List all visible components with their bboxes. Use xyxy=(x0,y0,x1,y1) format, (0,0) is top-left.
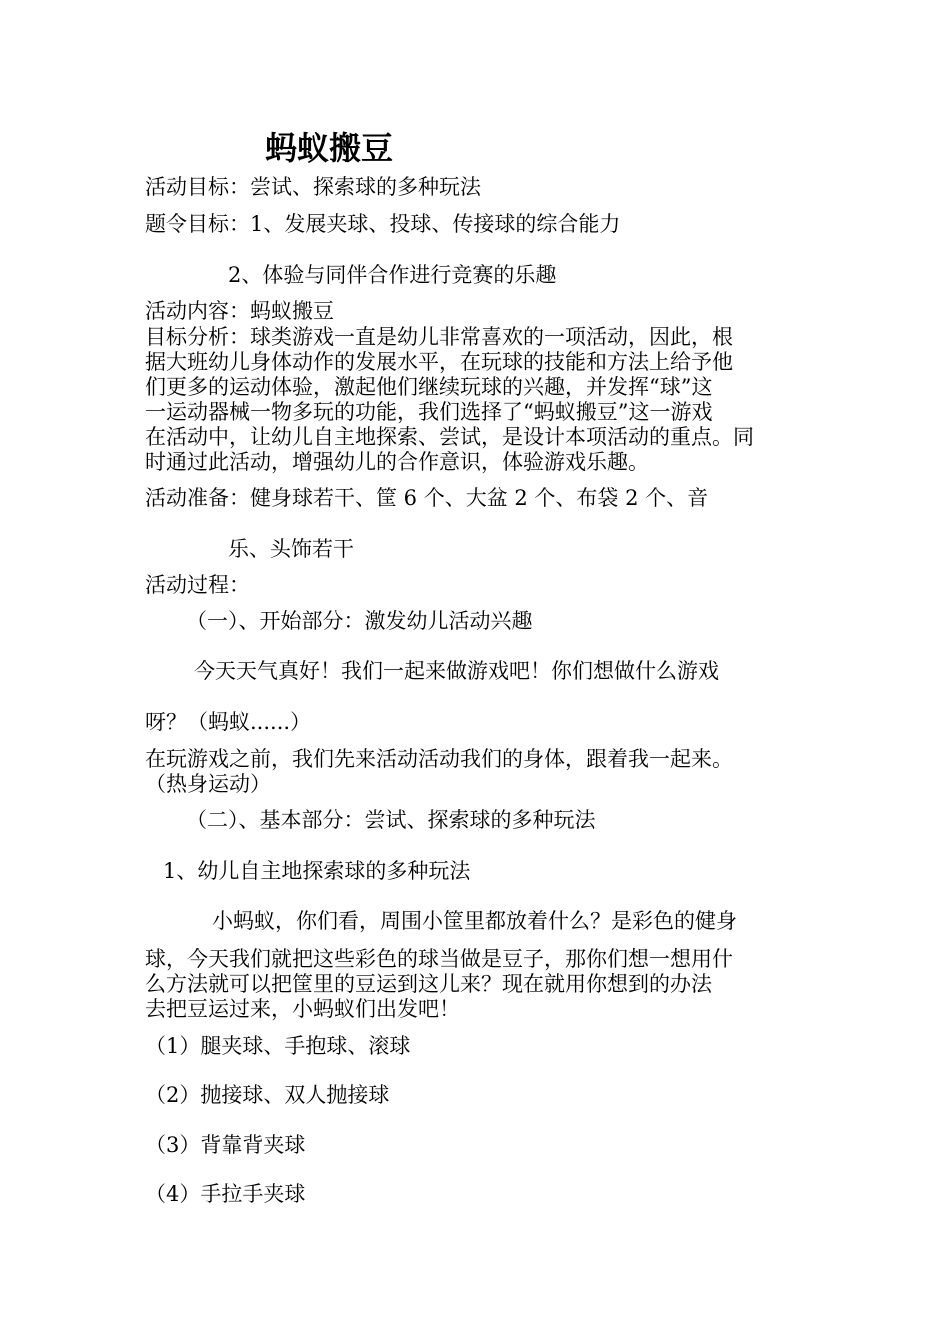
paragraph-line: （热身运动） xyxy=(145,772,271,796)
paragraph-line: 一运动器械一物多玩的功能，我们选择了“蚂蚁搬豆”这一游戏 xyxy=(145,400,713,424)
paragraph-line: （一）、开始部分：激发幼儿活动兴趣 xyxy=(186,609,533,633)
list-item: （4）手拉手夹球 xyxy=(145,1182,306,1206)
paragraph-line: 2、体验与同伴合作进行竞赛的乐趣 xyxy=(228,263,557,287)
paragraph-line: 活动准备：健身球若干、筐 6 个、大盆 2 个、布袋 2 个、音 xyxy=(145,486,709,510)
paragraph-line: 时通过此活动，增强幼儿的合作意识，体验游戏乐趣。 xyxy=(145,450,649,474)
paragraph-line: 乐、头饰若干 xyxy=(228,537,354,561)
paragraph-line: 活动过程： xyxy=(145,573,250,597)
paragraph-line: 呀？（蚂蚁......） xyxy=(145,710,312,734)
paragraph-line: 活动目标：尝试、探索球的多种玩法 xyxy=(145,175,481,199)
paragraph-line: 么方法就可以把筐里的豆运到这儿来？现在就用你想到的办法 xyxy=(145,972,712,996)
paragraph-line: 去把豆运过来，小蚂蚁们出发吧！ xyxy=(145,997,460,1021)
paragraph-line: 在玩游戏之前，我们先来活动活动我们的身体，跟着我一起来。 xyxy=(145,747,733,771)
paragraph-line: 们更多的运动体验，激起他们继续玩球的兴趣，并发挥“球”这 xyxy=(145,375,713,399)
paragraph-line: 在活动中，让幼儿自主地探索、尝试，是设计本项活动的重点。同 xyxy=(145,425,754,449)
paragraph-line: 1、幼儿自主地探索球的多种玩法 xyxy=(163,859,471,883)
paragraph-line: 据大班幼儿身体动作的发展水平，在玩球的技能和方法上给予他 xyxy=(145,350,733,374)
list-item: （2）抛接球、双人抛接球 xyxy=(145,1083,390,1107)
list-item: （1）腿夹球、手抱球、滚球 xyxy=(145,1034,411,1058)
paragraph-line: 今天天气真好！我们一起来做游戏吧！你们想做什么游戏 xyxy=(194,659,719,683)
paragraph-line: 题令目标：1、发展夹球、投球、传接球的综合能力 xyxy=(145,212,621,236)
list-item: （3）背靠背夹球 xyxy=(145,1133,306,1157)
paragraph-line: （二）、基本部分：尝试、探索球的多种玩法 xyxy=(186,808,596,832)
paragraph-line: 小蚂蚁，你们看，周围小筐里都放着什么？是彩色的健身 xyxy=(212,909,737,933)
paragraph-line: 活动内容：蚂蚁搬豆 xyxy=(145,299,334,323)
document-title: 蚂蚁搬豆 xyxy=(265,129,394,167)
paragraph-line: 球，今天我们就把这些彩色的球当做是豆子，那你们想一想用什 xyxy=(145,947,733,971)
paragraph-line: 目标分析：球类游戏一直是幼儿非常喜欢的一项活动，因此，根 xyxy=(145,325,733,349)
